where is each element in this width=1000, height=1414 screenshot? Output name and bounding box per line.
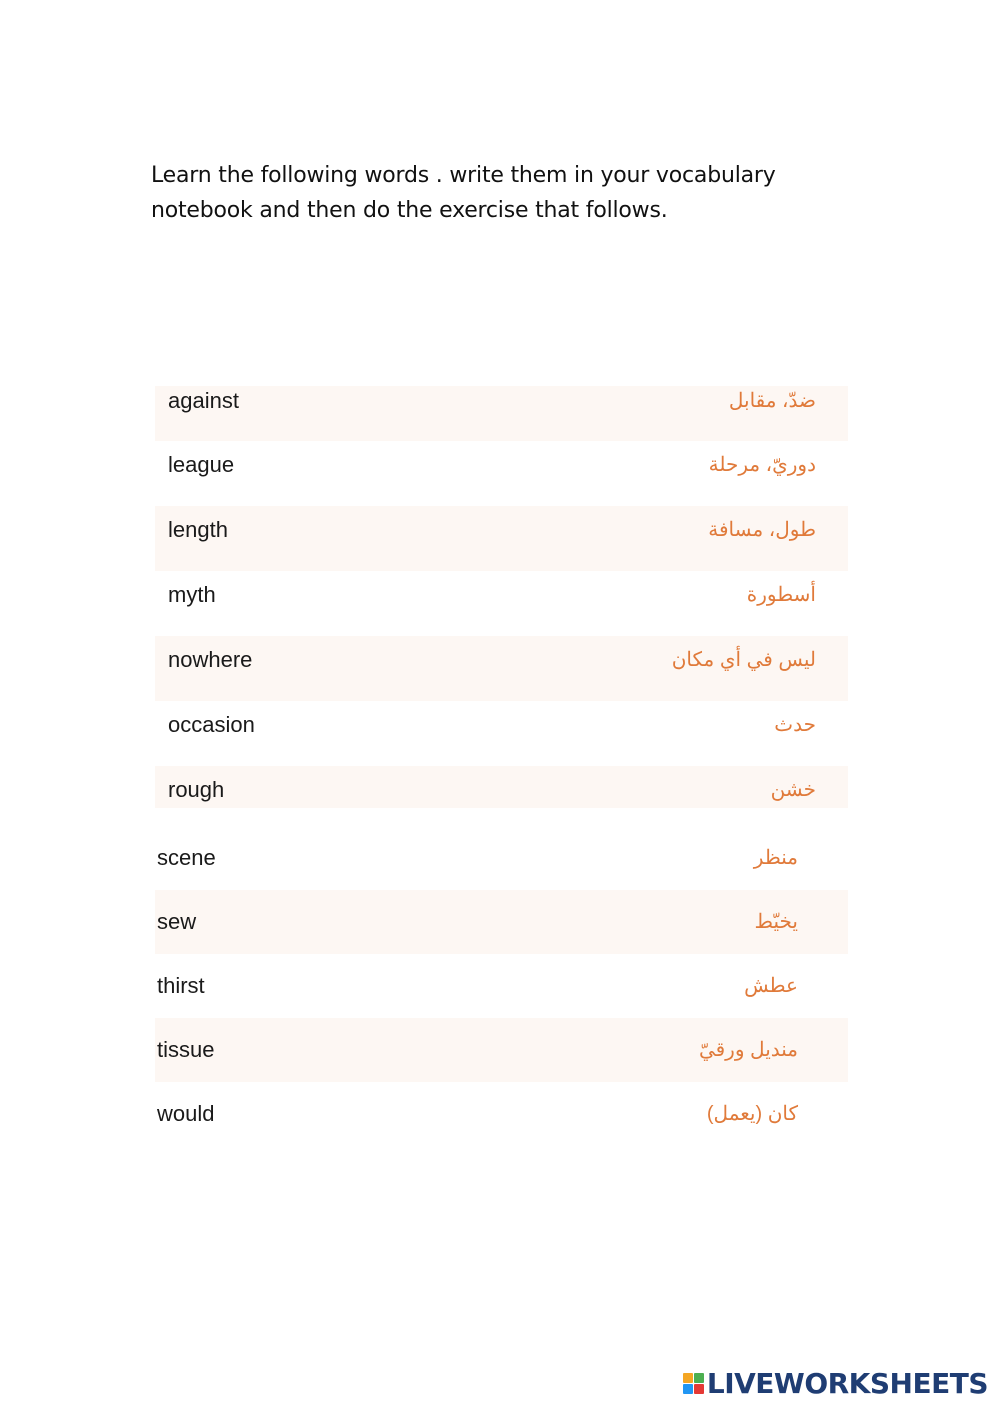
arabic-translation: دوريّ، مرحلة xyxy=(708,454,816,476)
english-word: league xyxy=(168,452,235,477)
instructions-line-2: notebook and then do the exercise that follows. xyxy=(151,198,668,223)
english-word: occasion xyxy=(168,712,255,737)
vocab-row xyxy=(155,441,848,506)
arabic-translation: منديل ورقيّ xyxy=(698,1039,798,1061)
english-word: would xyxy=(157,1101,215,1126)
vocab-row xyxy=(155,636,848,701)
logo-text: LIVEWORKSHEETS xyxy=(706,1367,988,1400)
english-word: myth xyxy=(168,582,216,607)
arabic-translation: كان (يعمل) xyxy=(706,1103,798,1125)
logo-square-1 xyxy=(683,1373,693,1383)
arabic-translation: خشن xyxy=(770,779,816,801)
english-word: against xyxy=(168,388,239,413)
vocabulary-table-2 xyxy=(155,826,848,1146)
english-word: sew xyxy=(157,909,197,934)
vocab-row xyxy=(155,954,848,1018)
english-word: thirst xyxy=(157,973,205,998)
arabic-translation: ليس في أي مكان xyxy=(671,649,816,671)
logo-square-4 xyxy=(694,1384,704,1394)
vocab-row xyxy=(155,571,848,636)
vocab-row xyxy=(155,1018,848,1082)
arabic-translation: ضدّ، مقابل xyxy=(728,390,816,412)
arabic-translation: أسطورة xyxy=(746,584,816,606)
english-word: nowhere xyxy=(168,647,253,672)
vocab-row xyxy=(155,386,848,441)
arabic-translation: عطش xyxy=(744,975,798,997)
arabic-translation: حدث xyxy=(774,714,816,736)
liveworksheets-logo-icon xyxy=(683,1373,704,1394)
vocab-row xyxy=(155,701,848,766)
instructions xyxy=(151,158,851,228)
liveworksheets-logo xyxy=(683,1367,988,1400)
vocab-row xyxy=(155,506,848,571)
vocab-row xyxy=(155,1082,848,1146)
vocabulary-table-1 xyxy=(155,386,848,808)
arabic-translation: منظر xyxy=(753,847,798,869)
english-word: rough xyxy=(168,777,225,802)
english-word: tissue xyxy=(157,1037,215,1062)
arabic-translation: يخيّط xyxy=(754,911,798,933)
logo-square-3 xyxy=(683,1384,693,1394)
arabic-translation: طول، مسافة xyxy=(708,519,816,541)
english-word: length xyxy=(168,517,228,542)
instructions-line-1: Learn the following words . write them in your vocabulary xyxy=(151,163,776,188)
vocab-row xyxy=(155,826,848,890)
vocab-row xyxy=(155,890,848,954)
logo-square-2 xyxy=(694,1373,704,1383)
vocab-row xyxy=(155,766,848,808)
english-word: scene xyxy=(157,845,216,870)
